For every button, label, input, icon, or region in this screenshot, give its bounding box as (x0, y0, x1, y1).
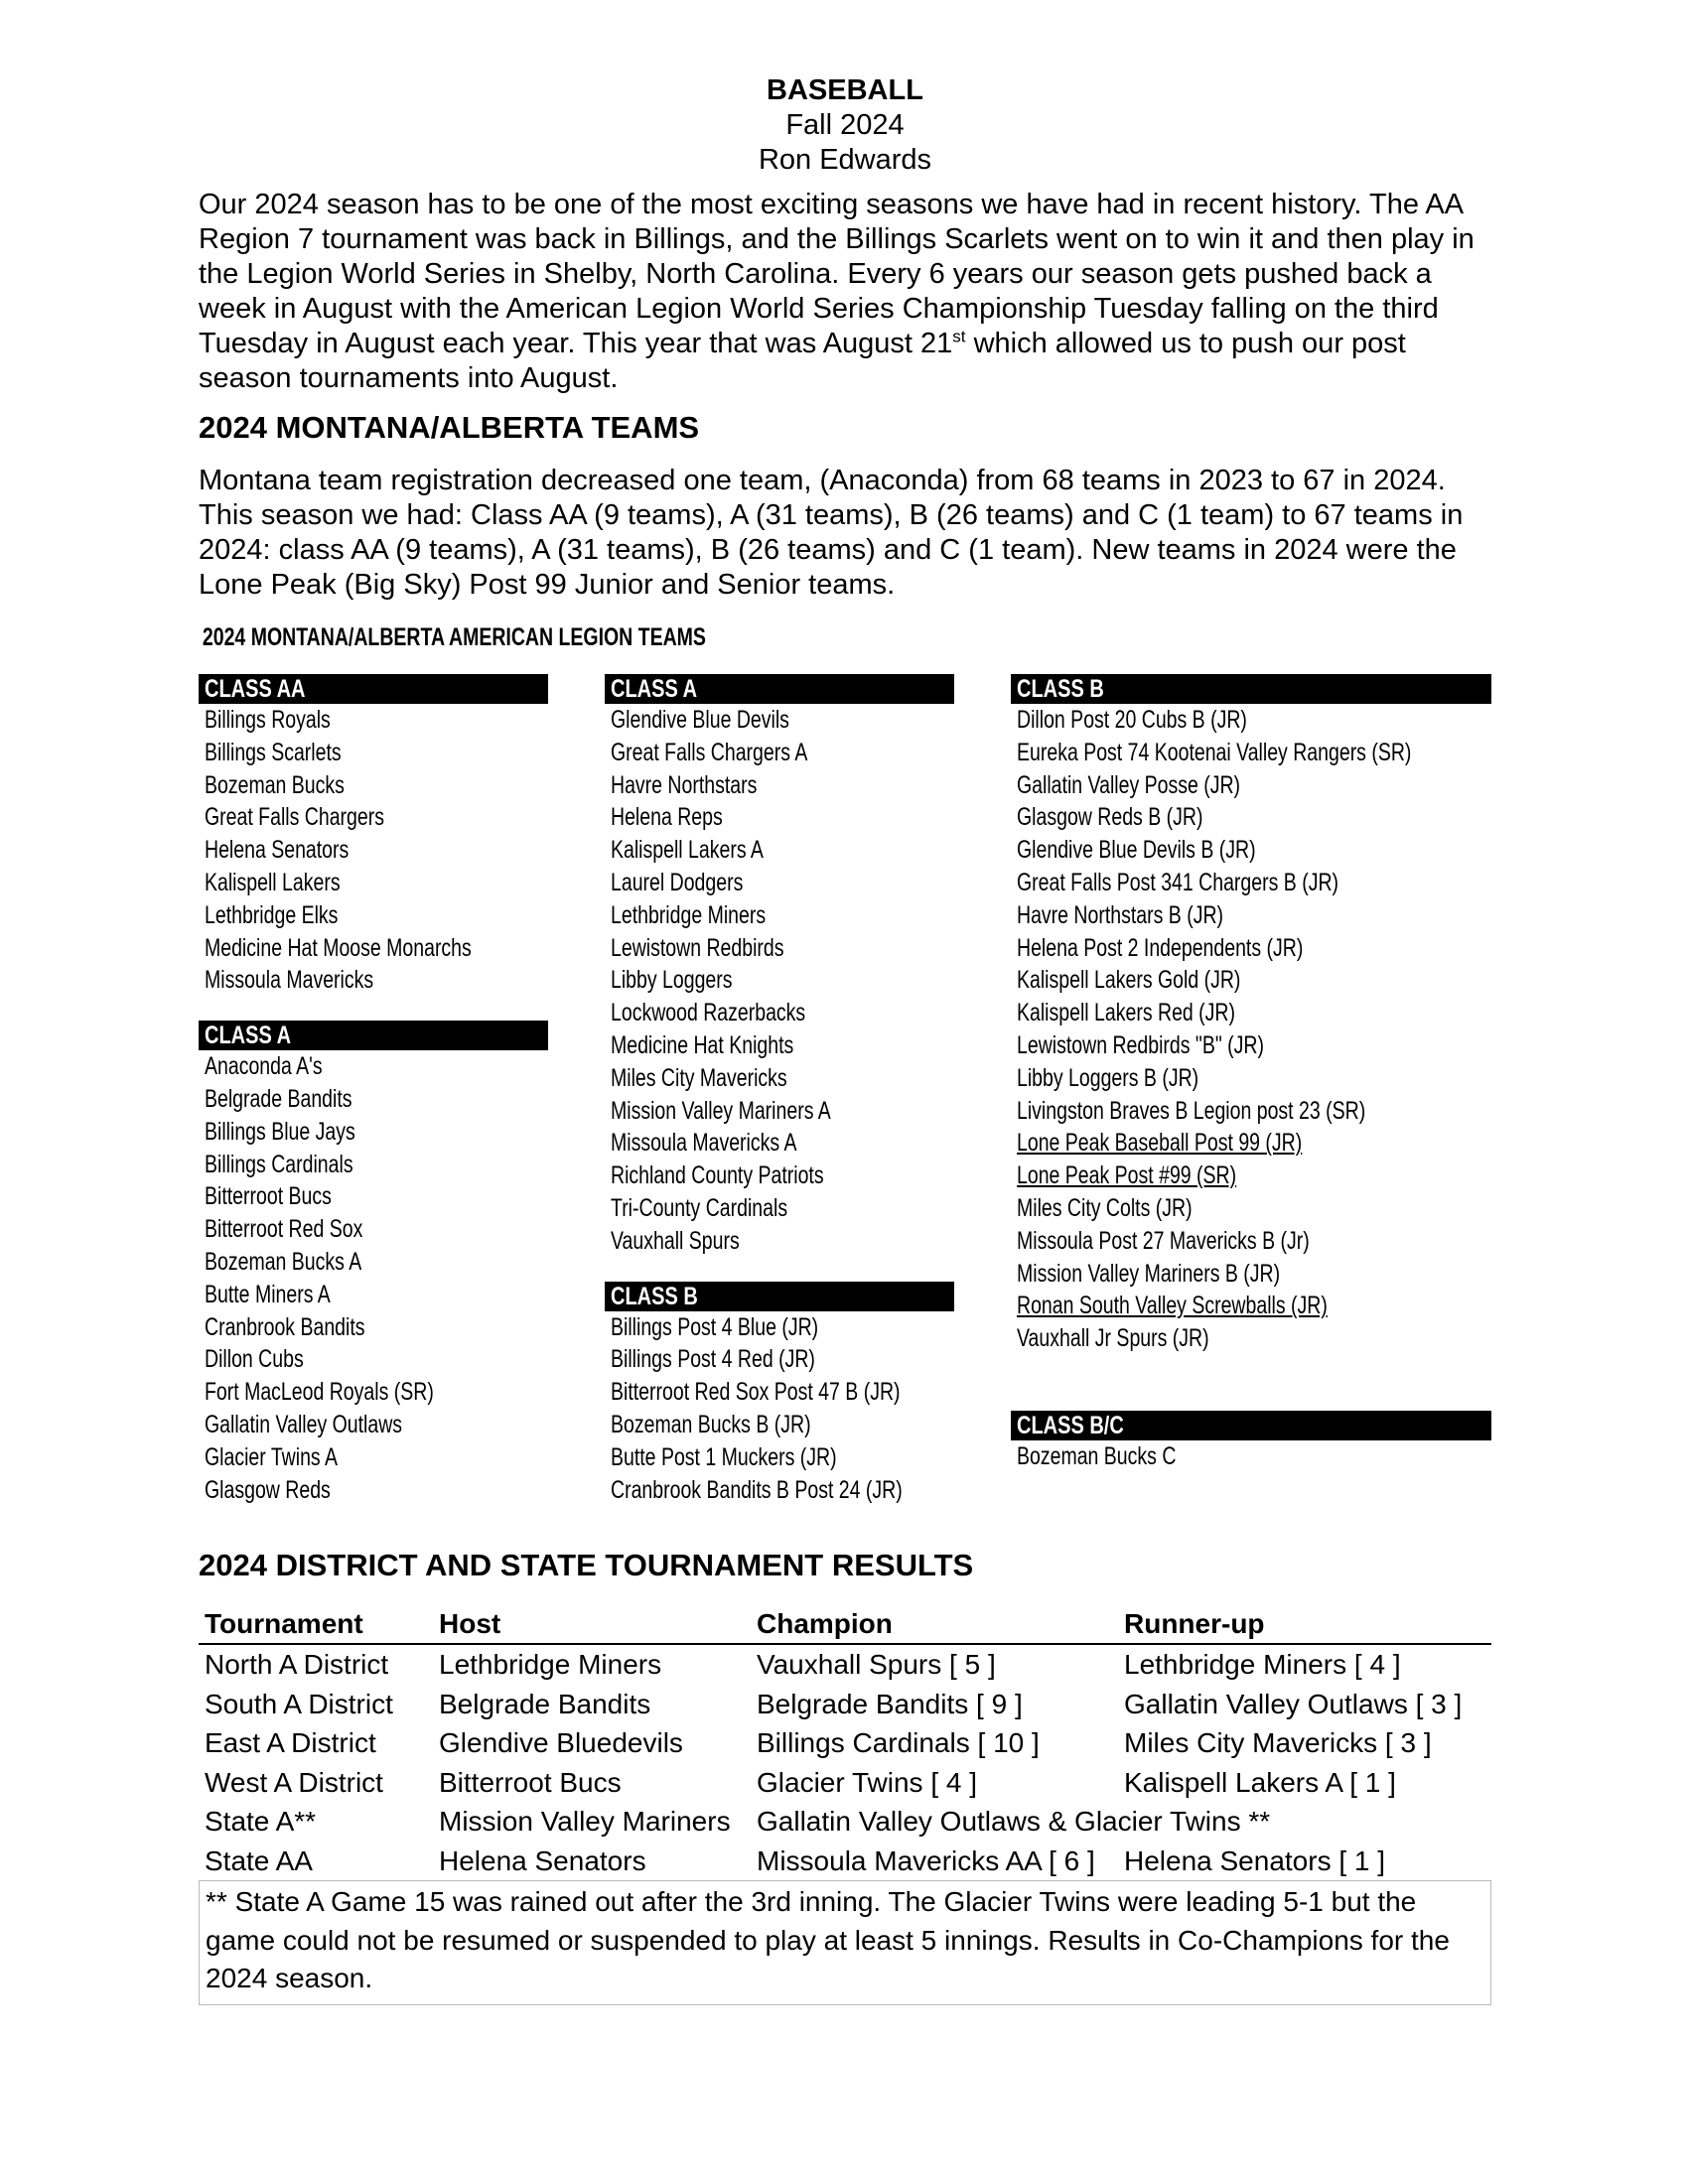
table-row (199, 1763, 1491, 1803)
team-item: Medicine Hat Moose Monarchs (205, 933, 472, 962)
team-item: Great Falls Post 341 Chargers B (JR) (1017, 868, 1339, 896)
results-table (199, 1607, 1491, 1880)
team-item: Libby Loggers (611, 966, 733, 995)
table-row (199, 1802, 1491, 1842)
team-item: Billings Post 4 Red (JR) (611, 1345, 815, 1374)
team-item: Cranbrook Bandits (205, 1312, 365, 1341)
tournament-cell: State A** (205, 1806, 317, 1837)
table-row (199, 1842, 1491, 1881)
champion-cell: Billings Cardinals [ 10 ] (757, 1727, 1040, 1758)
host-cell: Glendive Bluedevils (439, 1727, 683, 1758)
team-item: Dillon Cubs (205, 1345, 304, 1374)
teams-list-title: 2024 MONTANA/ALBERTA AMERICAN LEGION TEAMS (202, 623, 706, 651)
teams-column-1 (199, 674, 548, 1506)
team-item: Belgrade Bandits (205, 1084, 352, 1113)
document-author: Ron Edwards (758, 144, 932, 176)
team-item: Dillon Post 20 Cubs B (JR) (1017, 706, 1247, 734)
team-item: Libby Loggers B (JR) (1017, 1063, 1199, 1092)
tournament-cell: West A District (205, 1766, 383, 1798)
team-item: Eureka Post 74 Kootenai Valley Rangers (SR) (1017, 738, 1412, 766)
host-cell: Bitterroot Bucs (439, 1766, 622, 1798)
team-item: Kalispell Lakers Red (JR) (1017, 999, 1235, 1027)
column-header: Tournament (199, 1607, 433, 1644)
host-cell: Belgrade Bandits (439, 1688, 651, 1719)
team-item: Glasgow Reds B (JR) (1017, 803, 1203, 832)
document-title: BASEBALL (767, 74, 923, 106)
team-item: Laurel Dodgers (611, 868, 744, 896)
document-header (199, 73, 1491, 178)
team-item: Mission Valley Mariners A (611, 1096, 831, 1125)
champion-cell: Belgrade Bandits [ 9 ] (757, 1688, 1023, 1719)
team-item: Fort MacLeod Royals (SR) (205, 1378, 434, 1407)
runner-up-cell: Lethbridge Miners [ 4 ] (1124, 1649, 1401, 1680)
team-item: Mission Valley Mariners B (JR) (1017, 1259, 1281, 1288)
results-heading: 2024 DISTRICT AND STATE TOURNAMENT RESULTS (199, 1548, 974, 1582)
team-item: Ronan South Valley Screwballs (JR) (1017, 1292, 1328, 1320)
champion-cell: Missoula Mavericks AA [ 6 ] (757, 1844, 1095, 1876)
team-item: Gallatin Valley Posse (JR) (1017, 770, 1241, 799)
champion-cell: Vauxhall Spurs [ 5 ] (757, 1649, 996, 1680)
runner-up-cell: Gallatin Valley Outlaws [ 3 ] (1124, 1688, 1463, 1719)
champion-cell: Gallatin Valley Outlaws & Glacier Twins ** (757, 1806, 1271, 1837)
team-item: Miles City Mavericks (611, 1063, 787, 1092)
host-cell: Helena Senators (439, 1844, 646, 1876)
team-item: Anaconda A's (205, 1052, 323, 1081)
team-item: Great Falls Chargers (205, 803, 384, 832)
team-item: Lethbridge Miners (611, 900, 767, 929)
team-item: Kalispell Lakers (205, 868, 341, 896)
teams-paragraph: Montana team registration decreased one team, (Anaconda) from 68 teams in 2023 to 67 in 2024. This season we had: Class AA (9 teams), A (31 teams), B (26 teams) and C (1 team) to 67 teams in 2024: class AA (9 teams), A (31 teams), B (26 teams) and C (1 team). New teams in 2024 were the Lone Peak (Big Sky) Post 99 Junior and Senior teams. (199, 465, 1464, 601)
teams-columns (199, 674, 1491, 1548)
table-row (199, 1644, 1491, 1685)
team-item: Glacier Twins A (205, 1442, 339, 1471)
team-item: Medicine Hat Knights (611, 1030, 794, 1059)
team-item: Havre Northstars (611, 770, 758, 799)
team-item: Vauxhall Jr Spurs (JR) (1017, 1324, 1209, 1353)
teams-heading: 2024 MONTANA/ALBERTA TEAMS (199, 410, 700, 445)
team-item: Bitterroot Bucs (205, 1182, 332, 1211)
document-page (199, 73, 1491, 2005)
team-item: Kalispell Lakers Gold (JR) (1017, 966, 1241, 995)
class-header: CLASS B (605, 1282, 954, 1311)
team-item: Vauxhall Spurs (611, 1226, 740, 1255)
table-row (199, 1723, 1491, 1763)
team-item: Missoula Mavericks A (611, 1129, 797, 1158)
team-item: Bitterroot Red Sox (205, 1215, 363, 1244)
column-header: Runner-up (1118, 1607, 1491, 1644)
runner-up-cell: Miles City Mavericks [ 3 ] (1124, 1727, 1432, 1758)
team-item: Billings Blue Jays (205, 1117, 355, 1146)
column-header: Host (433, 1607, 751, 1644)
team-item: Billings Scarlets (205, 738, 342, 766)
team-item: Lone Peak Baseball Post 99 (JR) (1017, 1129, 1303, 1158)
tournament-cell: North A District (205, 1649, 389, 1680)
runner-up-cell: Kalispell Lakers A [ 1 ] (1124, 1766, 1396, 1798)
team-item: Glasgow Reds (205, 1475, 331, 1504)
team-item: Gallatin Valley Outlaws (205, 1410, 403, 1438)
document-season: Fall 2024 (785, 109, 905, 141)
class-header: CLASS A (605, 674, 954, 704)
team-item: Lockwood Razerbacks (611, 999, 806, 1027)
team-item: Bozeman Bucks C (1017, 1441, 1177, 1470)
class-header: CLASS B (1011, 674, 1491, 704)
team-item: Bozeman Bucks (205, 770, 345, 799)
team-item: Kalispell Lakers A (611, 836, 764, 865)
team-item: Cranbrook Bandits B Post 24 (JR) (611, 1475, 903, 1504)
teams-column-3 (1011, 674, 1491, 1473)
team-item: Glendive Blue Devils (611, 706, 789, 734)
team-item: Tri-County Cardinals (611, 1193, 788, 1222)
table-row (199, 1685, 1491, 1724)
results-section (199, 1548, 1491, 2005)
team-item: Great Falls Chargers A (611, 738, 808, 766)
team-item: Glendive Blue Devils B (JR) (1017, 836, 1256, 865)
results-header-row (199, 1607, 1491, 1644)
host-cell: Mission Valley Mariners (439, 1806, 731, 1837)
results-footnote: ** State A Game 15 was rained out after the 3rd inning. The Glacier Twins were leading 5-1 but the game could not be resumed or suspended to play at least 5 innings. Results in Co-Champions for the 2024 season. (199, 1880, 1491, 2005)
team-item: Lethbridge Elks (205, 900, 339, 929)
intro-paragraph: Our 2024 season has to be one of the most exciting seasons we have had in recent history. The AA Region 7 tournament was back in Billings, and the Billings Scarlets went on to win it and then play in the Legion World Series in Shelby, North Carolina. Every 6 years our season gets pushed back a week in August with the American Legion World Series Championship Tuesday falling on the third Tuesday in August each year. This year that was August 21st which allowed us to push our post season tournaments into August. (199, 189, 1475, 394)
champion-cell: Glacier Twins [ 4 ] (757, 1766, 978, 1798)
column-header: Champion (751, 1607, 1118, 1644)
team-item: Billings Cardinals (205, 1150, 353, 1178)
class-header: CLASS AA (199, 674, 548, 704)
tournament-cell: State AA (205, 1844, 313, 1876)
team-item: Bozeman Bucks A (205, 1247, 362, 1276)
team-item: Helena Post 2 Independents (JR) (1017, 933, 1304, 962)
class-header: CLASS B/C (1011, 1411, 1491, 1440)
team-item: Butte Miners A (205, 1280, 331, 1308)
team-item: Missoula Mavericks (205, 966, 374, 995)
class-header: CLASS A (199, 1021, 548, 1050)
team-item: Bitterroot Red Sox Post 47 B (JR) (611, 1378, 901, 1407)
tournament-cell: East A District (205, 1727, 376, 1758)
team-item: Lone Peak Post #99 (SR) (1017, 1161, 1237, 1190)
team-item: Havre Northstars B (JR) (1017, 900, 1224, 929)
team-item: Helena Reps (611, 803, 723, 832)
team-item: Livingston Braves B Legion post 23 (SR) (1017, 1096, 1366, 1125)
tournament-cell: South A District (205, 1688, 393, 1719)
team-item: Billings Post 4 Blue (JR) (611, 1312, 819, 1341)
runner-up-cell: Helena Senators [ 1 ] (1124, 1844, 1386, 1876)
team-item: Richland County Patriots (611, 1161, 824, 1190)
team-item: Missoula Post 27 Mavericks B (Jr) (1017, 1226, 1310, 1255)
team-item: Butte Post 1 Muckers (JR) (611, 1442, 837, 1471)
team-item: Miles City Colts (JR) (1017, 1193, 1193, 1222)
team-item: Lewistown Redbirds (611, 933, 784, 962)
team-item: Lewistown Redbirds "B" (JR) (1017, 1030, 1265, 1059)
team-item: Billings Royals (205, 706, 331, 734)
teams-column-2 (605, 674, 954, 1506)
team-item: Helena Senators (205, 836, 350, 865)
host-cell: Lethbridge Miners (439, 1649, 662, 1680)
team-item: Bozeman Bucks B (JR) (611, 1410, 811, 1438)
